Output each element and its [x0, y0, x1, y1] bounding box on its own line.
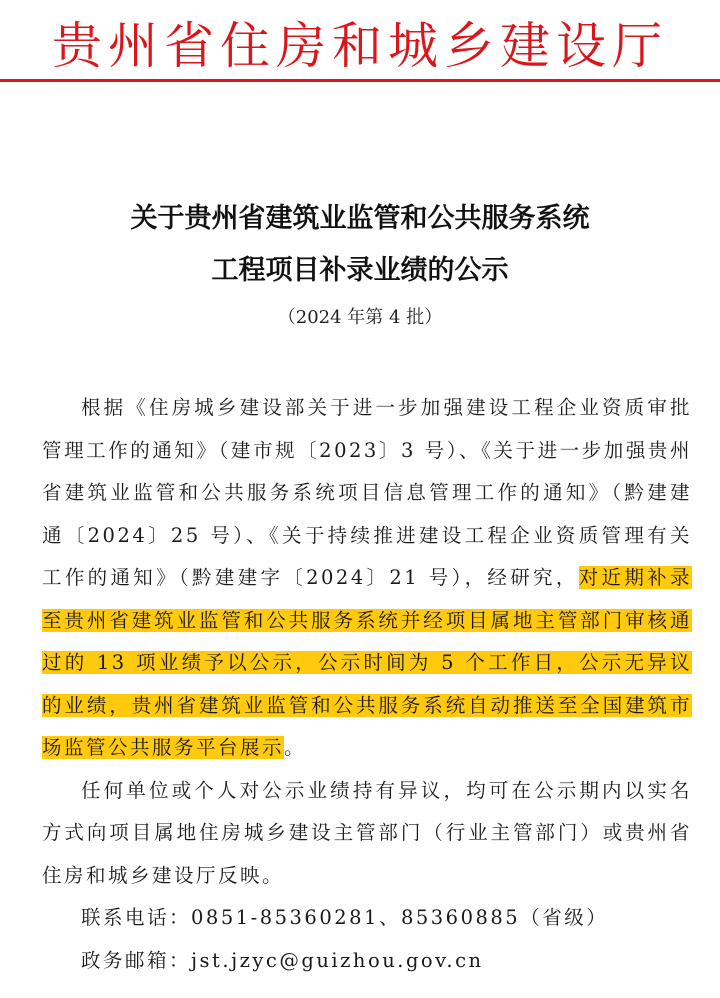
- notice-title-line2: 工程项目补录业绩的公示: [211, 255, 509, 286]
- paragraph-objection: 任何单位或个人对公示业绩持有异议，均可在公示期内以实名方式向项目属地住房城乡建设主管部门（行业主管部门）或贵州省住房和城乡建设厅反映。: [42, 778, 692, 887]
- paragraph-basis: [42, 387, 692, 770]
- contact-email: 政务邮箱：jst.jzyc@guizhou.gov.cn: [81, 948, 484, 972]
- paragraph-basis-text: 根据《住房城乡建设部关于进一步加强建设工程企业资质审批管理工作的通知》（建市规〔2023〕3 号）、《关于进一步加强贵州省建筑业监管和公共服务系统项目信息管理工作的通知》（黔建建通〔2024〕25 号）、《关于持续推进建设工程企业资质管理有关工作的通知》（黔建建字〔2024〕21 号），经研究，: [42, 396, 692, 589]
- notice-body: [42, 387, 692, 982]
- highlighted-text: 对近期补录至贵州省建筑业监管和公共服务系统并经项目属地主管部门审核通过的 13 项业绩予以公示，公示时间为 5 个工作日，公示无异议的业绩，贵州省建筑业监管和公共服务系统自动推送至全国建筑市场监管公共服务平台展示: [42, 566, 692, 759]
- org-name: 贵州省住房和城乡建设厅: [52, 17, 668, 75]
- letterhead: [0, 0, 720, 82]
- batch-number: （2024 年第 4 批）: [277, 307, 443, 328]
- contact-phone: 联系电话：0851-85360281、85360885（省级）: [81, 906, 609, 929]
- red-divider: [0, 79, 720, 82]
- paragraph-basis-end: 。: [284, 736, 307, 759]
- notice-title-line1: 关于贵州省建筑业监管和公共服务系统: [130, 203, 590, 234]
